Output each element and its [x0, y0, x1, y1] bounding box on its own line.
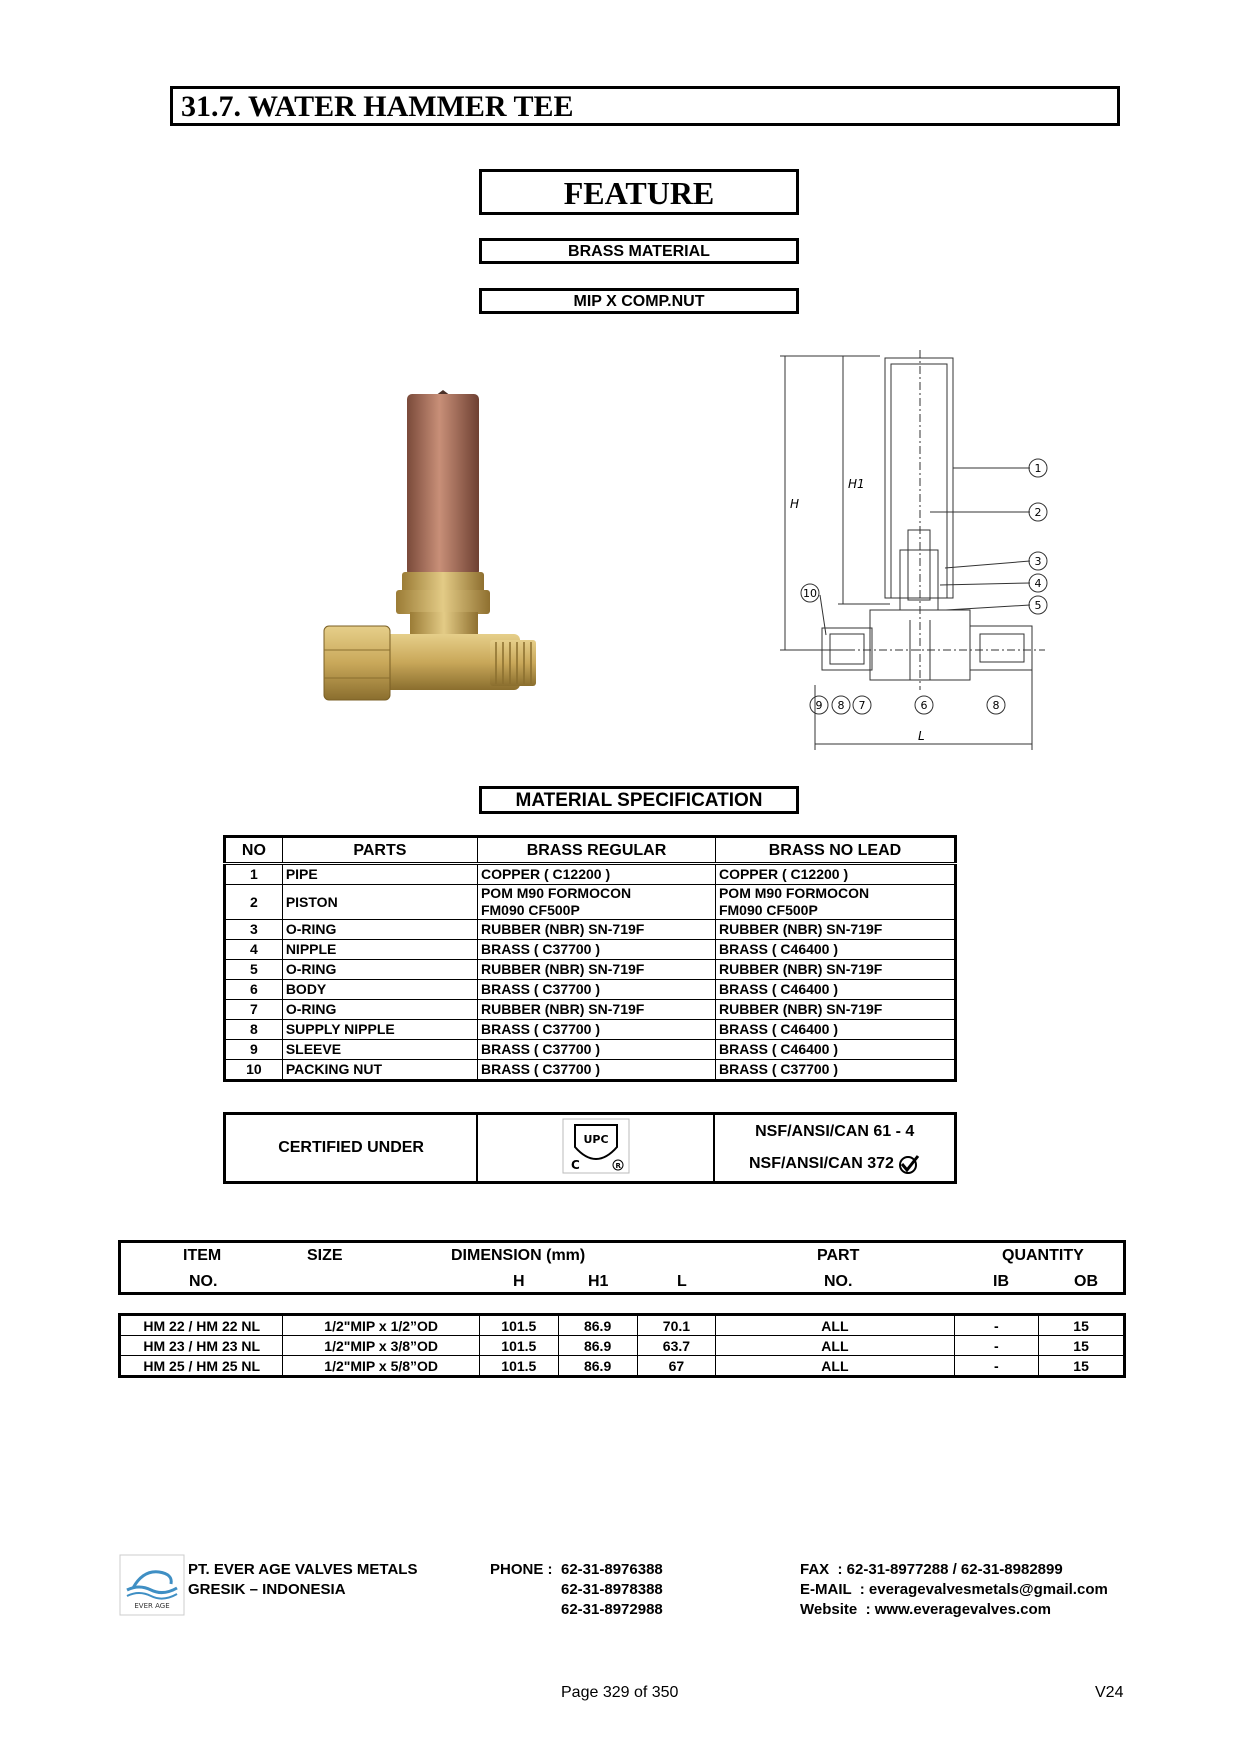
standard-nsf61: NSF/ANSI/CAN 61 - 4 — [755, 1123, 915, 1140]
hdr-h: H — [513, 1273, 525, 1290]
website[interactable]: Website : www.everagevalves.com — [800, 1601, 1051, 1618]
cell-part: O-RING — [282, 920, 477, 940]
cell-size: 1/2"MIP x 5/8”OD — [283, 1356, 479, 1377]
cell-nolead: BRASS ( C46400 ) — [715, 980, 955, 1000]
cell-regular: POM M90 FORMOCON FM090 CF500P — [477, 885, 715, 920]
hdr-item-no: NO. — [189, 1273, 218, 1290]
cell-no: 3 — [225, 920, 283, 940]
version: V24 — [1095, 1684, 1124, 1701]
cell-h: 101.5 — [479, 1336, 558, 1356]
cell-part: O-RING — [282, 960, 477, 980]
material-row — [225, 940, 956, 960]
certification-table — [223, 1112, 957, 1184]
hdr-size: SIZE — [307, 1247, 343, 1264]
cell-regular: BRASS ( C37700 ) — [477, 980, 715, 1000]
cell-part: BODY — [282, 980, 477, 1000]
fax: FAX : 62-31-8977288 / 62-31-8982899 — [800, 1561, 1063, 1578]
cell-part: PACKING NUT — [282, 1060, 477, 1081]
company-logo-text: EVER AGE — [134, 1602, 170, 1610]
material-row — [225, 1060, 956, 1081]
dimension-row — [120, 1315, 1125, 1336]
company-name: PT. EVER AGE VALVES METALS — [188, 1561, 418, 1578]
cell-item: HM 22 / HM 22 NL — [120, 1315, 283, 1336]
material-spec-title: MATERIAL SPECIFICATION — [479, 786, 799, 814]
dimension-header — [118, 1240, 1126, 1295]
company-logo — [119, 1554, 185, 1616]
cell-size: 1/2"MIP x 3/8”OD — [283, 1336, 479, 1356]
cell-no: 6 — [225, 980, 283, 1000]
callout-6: 6 — [920, 699, 928, 712]
upc-logo — [561, 1117, 631, 1175]
cell-l: 70.1 — [637, 1315, 716, 1336]
cell-part: ALL — [716, 1336, 954, 1356]
callout-2: 2 — [1034, 506, 1042, 519]
cell-nolead: BRASS ( C37700 ) — [715, 1060, 955, 1081]
hdr-ib: IB — [993, 1273, 1009, 1290]
cell-ib: - — [954, 1336, 1039, 1356]
material-row — [225, 1020, 956, 1040]
hdr-h1: H1 — [588, 1273, 609, 1290]
cell-nolead: RUBBER (NBR) SN-719F — [715, 920, 955, 940]
phone-3: 62-31-8972988 — [561, 1601, 663, 1618]
material-spec-table — [223, 835, 957, 1082]
material-row — [225, 920, 956, 940]
cell-regular: COPPER ( C12200 ) — [477, 864, 715, 885]
cell-nolead: BRASS ( C46400 ) — [715, 940, 955, 960]
cell-no: 9 — [225, 1040, 283, 1060]
phone-2: 62-31-8978388 — [561, 1581, 663, 1598]
cell-nolead: RUBBER (NBR) SN-719F — [715, 1000, 955, 1020]
col-no: NO — [225, 837, 283, 864]
cell-no: 4 — [225, 940, 283, 960]
feature-item-material: BRASS MATERIAL — [479, 238, 799, 264]
phone-1: 62-31-8976388 — [561, 1561, 663, 1578]
cell-no: 7 — [225, 1000, 283, 1020]
callout-1: 1 — [1034, 462, 1042, 475]
cell-nolead: BRASS ( C46400 ) — [715, 1040, 955, 1060]
cell-no: 1 — [225, 864, 283, 885]
cell-no: 5 — [225, 960, 283, 980]
cell-item: HM 23 / HM 23 NL — [120, 1336, 283, 1356]
callout-7: 7 — [858, 699, 866, 712]
material-row — [225, 864, 956, 885]
dim-label-l: L — [918, 729, 925, 743]
hdr-ob: OB — [1074, 1273, 1098, 1290]
page-number: Page 329 of 350 — [561, 1684, 679, 1701]
col-brass-regular: BRASS REGULAR — [477, 837, 715, 864]
phone-label: PHONE : — [490, 1561, 553, 1578]
cell-ib: - — [954, 1356, 1039, 1377]
cell-ob: 15 — [1039, 1336, 1125, 1356]
hdr-quantity: QUANTITY — [1002, 1247, 1084, 1264]
cell-ob: 15 — [1039, 1356, 1125, 1377]
cell-regular: BRASS ( C37700 ) — [477, 940, 715, 960]
callout-9: 9 — [815, 699, 823, 712]
upc-logo-r: R — [615, 1161, 621, 1170]
callout-10: 10 — [803, 587, 817, 600]
cell-part: PIPE — [282, 864, 477, 885]
material-row — [225, 1000, 956, 1020]
cell-part: ALL — [716, 1315, 954, 1336]
cell-ob: 15 — [1039, 1315, 1125, 1336]
dim-label-h1: H1 — [848, 477, 865, 491]
callout-8a: 8 — [837, 699, 845, 712]
company-city: GRESIK – INDONESIA — [188, 1581, 346, 1598]
feature-item-connection: MIP X COMP.NUT — [479, 288, 799, 314]
cell-l: 63.7 — [637, 1336, 716, 1356]
col-brass-no-lead: BRASS NO LEAD — [715, 837, 955, 864]
standard-nsf372: NSF/ANSI/CAN 372 — [748, 1155, 894, 1172]
cell-nolead: POM M90 FORMOCON FM090 CF500P — [715, 885, 955, 920]
cell-part: PISTON — [282, 885, 477, 920]
hdr-l: L — [677, 1273, 687, 1290]
cell-part: NIPPLE — [282, 940, 477, 960]
cell-part: ALL — [716, 1356, 954, 1377]
cell-h1: 86.9 — [558, 1356, 637, 1377]
callout-4: 4 — [1034, 577, 1042, 590]
cell-regular: BRASS ( C37700 ) — [477, 1060, 715, 1081]
cell-regular: RUBBER (NBR) SN-719F — [477, 920, 715, 940]
upc-logo-text: UPC — [583, 1132, 609, 1146]
cell-h: 101.5 — [479, 1315, 558, 1336]
cell-nolead: BRASS ( C46400 ) — [715, 1020, 955, 1040]
material-row — [225, 885, 956, 920]
callout-8b: 8 — [992, 699, 1000, 712]
cell-regular: BRASS ( C37700 ) — [477, 1040, 715, 1060]
cell-h: 101.5 — [479, 1356, 558, 1377]
email[interactable]: E-MAIL : everagevalvesmetals@gmail.com — [800, 1581, 1108, 1598]
cell-regular: RUBBER (NBR) SN-719F — [477, 1000, 715, 1020]
product-photo — [310, 380, 550, 720]
technical-drawing — [770, 350, 1070, 770]
cell-h1: 86.9 — [558, 1336, 637, 1356]
material-row — [225, 960, 956, 980]
upc-logo-c: C — [570, 1157, 580, 1172]
section-title: 31.7. WATER HAMMER TEE — [170, 86, 1120, 126]
cell-ib: - — [954, 1315, 1039, 1336]
material-row — [225, 1040, 956, 1060]
hdr-item: ITEM — [183, 1247, 222, 1264]
dim-label-h: H — [790, 497, 800, 511]
cell-no: 8 — [225, 1020, 283, 1040]
cell-part: O-RING — [282, 1000, 477, 1020]
cell-nolead: RUBBER (NBR) SN-719F — [715, 960, 955, 980]
cell-h1: 86.9 — [558, 1315, 637, 1336]
cell-item: HM 25 / HM 25 NL — [120, 1356, 283, 1377]
cell-no: 2 — [225, 885, 283, 920]
check-icon — [898, 1154, 920, 1174]
dimension-table — [118, 1313, 1126, 1378]
hdr-part-no: NO. — [824, 1273, 853, 1290]
hdr-dimension: DIMENSION (mm) — [451, 1247, 586, 1264]
cell-regular: RUBBER (NBR) SN-719F — [477, 960, 715, 980]
certified-label: CERTIFIED UNDER — [225, 1114, 478, 1183]
dimension-row — [120, 1336, 1125, 1356]
dimension-row — [120, 1356, 1125, 1377]
callout-3: 3 — [1034, 555, 1042, 568]
hdr-part: PART — [817, 1247, 860, 1264]
cell-size: 1/2"MIP x 1/2”OD — [283, 1315, 479, 1336]
cell-l: 67 — [637, 1356, 716, 1377]
callout-5: 5 — [1034, 599, 1042, 612]
cell-part: SLEEVE — [282, 1040, 477, 1060]
cell-part: SUPPLY NIPPLE — [282, 1020, 477, 1040]
material-row — [225, 980, 956, 1000]
feature-title: FEATURE — [479, 169, 799, 215]
cell-no: 10 — [225, 1060, 283, 1081]
col-parts: PARTS — [282, 837, 477, 864]
cell-nolead: COPPER ( C12200 ) — [715, 864, 955, 885]
cell-regular: BRASS ( C37700 ) — [477, 1020, 715, 1040]
